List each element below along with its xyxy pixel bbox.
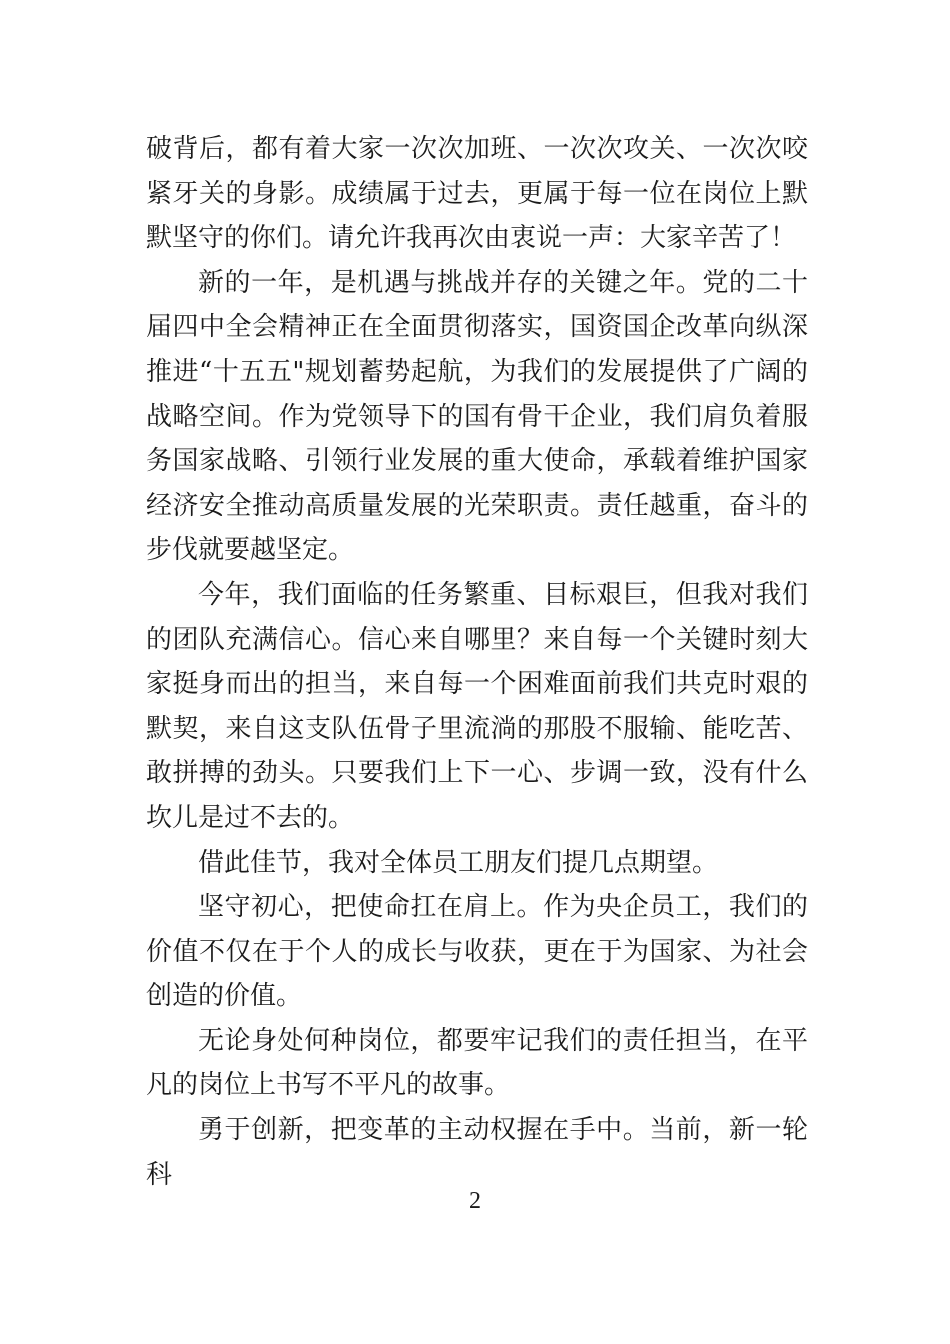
paragraph-6: 无论身处何种岗位，都要牢记我们的责任担当，在平凡的岗位上书写不平凡的故事。 <box>146 1025 808 1101</box>
paragraph-4: 借此佳节，我对全体员工朋友们提几点期望。 <box>198 847 719 878</box>
paragraph-1: 破背后，都有着大家一次次加班、一次次攻关、一次次咬紧牙关的身影。成绩属于过去，更属于每一位在岗位上默默坚守的你们。请允许我再次由衷说一声：大家辛苦了！ <box>146 134 808 254</box>
paragraph-2: 新的一年，是机遇与挑战并存的关键之年。党的二十届四中全会精神正在全面贯彻落实，国资国企改革向纵深推进“十五五"规划蓄势起航，为我们的发展提供了广阔的战略空间。作为党领导下的国有骨干企业，我们肩负着服务国家战略、引领行业发展的重大使命，承载着维护国家经济安全推动高质量发展的光荣职责。责任越重，奋斗的步伐就要越坚定。 <box>146 267 808 566</box>
paragraph-5: 坚守初心，把使命扛在肩上。作为央企员工，我们的价值不仅在于个人的成长与收获，更在于为国家、为社会创造的价值。 <box>146 892 808 1012</box>
paragraph-7: 勇于创新，把变革的主动权握在手中。当前，新一轮科 <box>146 1115 808 1190</box>
page-number: 2 <box>469 1188 481 1214</box>
document-body <box>146 127 808 1197</box>
paragraph-3: 今年，我们面临的任务繁重、目标艰巨，但我对我们的团队充满信心。信心来自哪里？来自每一个关键时刻大家挺身而出的担当，来自每一个困难面前我们共克时艰的默契，来自这支队伍骨子里流淌的那股不服输、能吃苦、敢拼搏的劲头。只要我们上下一心、步调一致，没有什么坎儿是过不去的。 <box>146 579 808 833</box>
